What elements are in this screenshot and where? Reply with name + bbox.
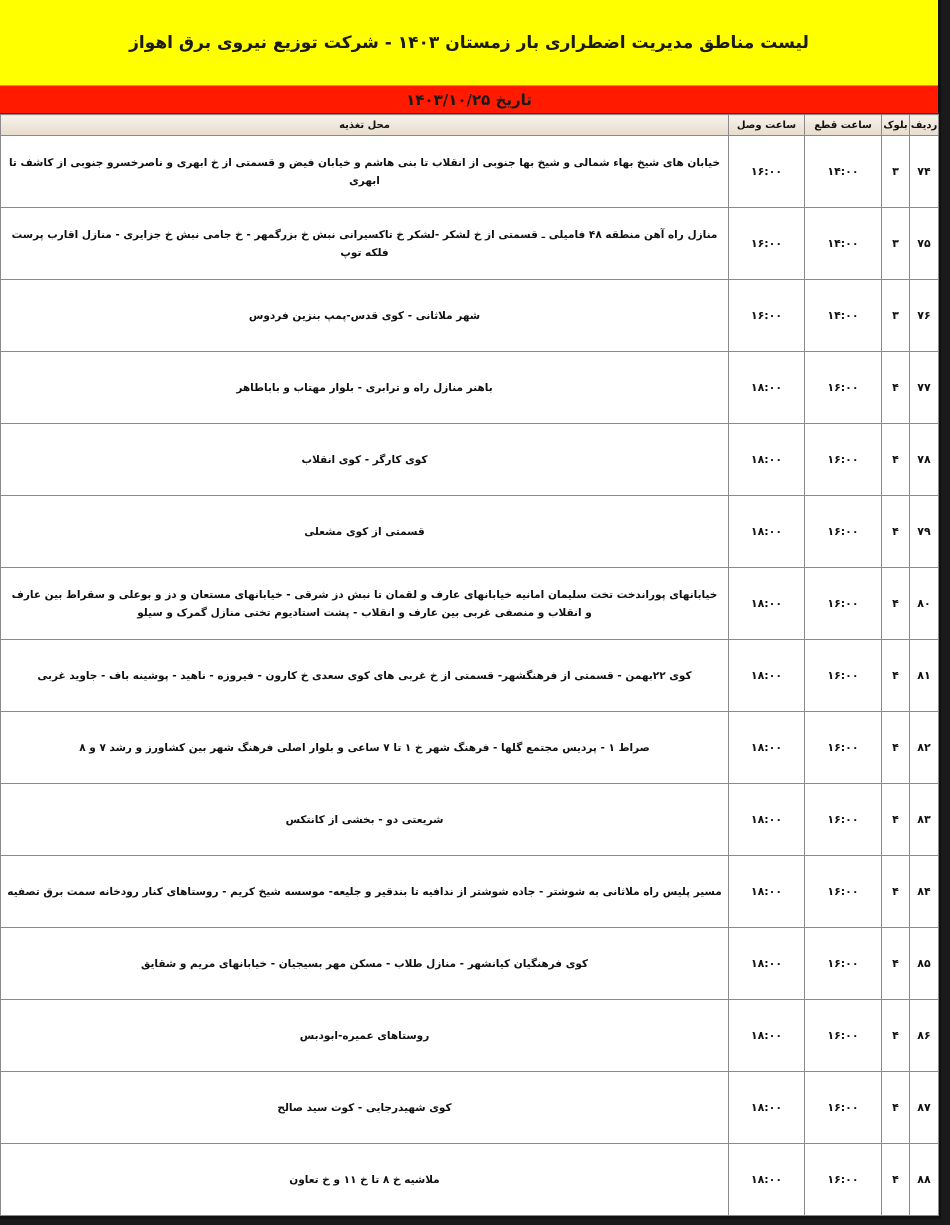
location-cell: ملاشیه خ ۸ تا خ ۱۱ و خ تعاون [1, 1144, 729, 1216]
block-cell: ۴ [882, 568, 910, 640]
connect-time-cell: ۱۸:۰۰ [729, 352, 805, 424]
block-cell: ۴ [882, 1144, 910, 1216]
block-cell: ۴ [882, 352, 910, 424]
location-cell: باهنر منازل راه و ترابری - بلوار مهتاب و باباطاهر [1, 352, 729, 424]
connect-time-cell: ۱۸:۰۰ [729, 856, 805, 928]
col-header-block: بلوک [882, 115, 910, 136]
row-number-cell: ۷۴ [910, 136, 939, 208]
location-cell: مسیر پلیس راه ملاثانی به شوشتر - جاده شوشتر از ندافیه تا بندقیر و جلیعه- موسسه شیخ کریم - روستاهای کنار رودخانه سمت برق تصفیه [1, 856, 729, 928]
connect-time-cell: ۱۸:۰۰ [729, 928, 805, 1000]
col-header-cut-time: ساعت قطع [805, 115, 882, 136]
location-cell: کوی شهیدرجایی - کوت سید صالح [1, 1072, 729, 1144]
table-row [1, 928, 939, 1000]
connect-time-cell: ۱۶:۰۰ [729, 136, 805, 208]
row-number-cell: ۷۸ [910, 424, 939, 496]
row-number-cell: ۸۰ [910, 568, 939, 640]
table-row [1, 424, 939, 496]
table-row [1, 1144, 939, 1216]
table-row [1, 1072, 939, 1144]
block-cell: ۴ [882, 928, 910, 1000]
cut-time-cell: ۱۶:۰۰ [805, 640, 882, 712]
block-cell: ۴ [882, 496, 910, 568]
row-number-cell: ۸۷ [910, 1072, 939, 1144]
table-row [1, 352, 939, 424]
location-cell: کوی کارگر - کوی انقلاب [1, 424, 729, 496]
cut-time-cell: ۱۶:۰۰ [805, 1000, 882, 1072]
cut-time-cell: ۱۴:۰۰ [805, 136, 882, 208]
block-cell: ۳ [882, 136, 910, 208]
row-number-cell: ۸۲ [910, 712, 939, 784]
outage-table [0, 114, 939, 1216]
page-title: لیست مناطق مدیریت اضطراری بار زمستان ۱۴۰۳ - شرکت توزیع نیروی برق اهواز [129, 32, 809, 53]
schedule-date: تاریخ ۱۴۰۳/۱۰/۲۵ [406, 90, 532, 109]
table-row [1, 568, 939, 640]
cut-time-cell: ۱۶:۰۰ [805, 1072, 882, 1144]
cut-time-cell: ۱۶:۰۰ [805, 1144, 882, 1216]
location-cell: قسمتی از کوی مشعلی [1, 496, 729, 568]
table-row [1, 1000, 939, 1072]
block-cell: ۴ [882, 424, 910, 496]
table-row [1, 136, 939, 208]
table-row [1, 280, 939, 352]
cut-time-cell: ۱۶:۰۰ [805, 784, 882, 856]
location-cell: روستاهای عمیره-ابودبس [1, 1000, 729, 1072]
location-cell: شهر ملاثانی - کوی قدس-پمپ بنزین فردوس [1, 280, 729, 352]
title-banner [0, 0, 938, 86]
block-cell: ۴ [882, 712, 910, 784]
location-cell: شریعتی دو - بخشی از کانتکس [1, 784, 729, 856]
date-banner [0, 86, 938, 114]
row-number-cell: ۷۵ [910, 208, 939, 280]
block-cell: ۴ [882, 784, 910, 856]
connect-time-cell: ۱۸:۰۰ [729, 712, 805, 784]
connect-time-cell: ۱۶:۰۰ [729, 280, 805, 352]
location-cell: منازل راه آهن منطقه ۴۸ فامیلی ـ قسمتی از خ لشکر -لشکر خ تاکسیرانی نبش خ بزرگمهر - خ جامی نبش خ جزایری - منازل اقارب پرست فلکه توپ [1, 208, 729, 280]
connect-time-cell: ۱۸:۰۰ [729, 424, 805, 496]
table-row [1, 640, 939, 712]
col-header-connect-time: ساعت وصل [729, 115, 805, 136]
row-number-cell: ۷۶ [910, 280, 939, 352]
cut-time-cell: ۱۴:۰۰ [805, 280, 882, 352]
table-row [1, 784, 939, 856]
table-row [1, 208, 939, 280]
table-row [1, 712, 939, 784]
connect-time-cell: ۱۸:۰۰ [729, 1072, 805, 1144]
row-number-cell: ۷۹ [910, 496, 939, 568]
connect-time-cell: ۱۸:۰۰ [729, 496, 805, 568]
location-cell: خیابانهای پوراندخت تخت سلیمان امانیه خیابانهای عارف و لقمان تا نبش دز شرقی - خیابانهای مستعان و دز و بوعلی و سقراط بین عارف و انقلاب و منصفی غربی بین عارف و انقلاب - پشت استادیوم تختی منازل گمرک و سیلو [1, 568, 729, 640]
block-cell: ۴ [882, 640, 910, 712]
location-cell: صراط ۱ - پردیس مجتمع گلها - فرهنگ شهر خ ۱ تا ۷ ساعی و بلوار اصلی فرهنگ شهر بین کشاورز و رشد ۷ و ۸ [1, 712, 729, 784]
cut-time-cell: ۱۶:۰۰ [805, 352, 882, 424]
connect-time-cell: ۱۸:۰۰ [729, 640, 805, 712]
row-number-cell: ۷۷ [910, 352, 939, 424]
location-cell: کوی فرهنگیان کیانشهر - منازل طلاب - مسکن مهر بسیجیان - خیابانهای مریم و شقایق [1, 928, 729, 1000]
row-number-cell: ۸۸ [910, 1144, 939, 1216]
row-number-cell: ۸۴ [910, 856, 939, 928]
table-row [1, 856, 939, 928]
connect-time-cell: ۱۶:۰۰ [729, 208, 805, 280]
cut-time-cell: ۱۴:۰۰ [805, 208, 882, 280]
connect-time-cell: ۱۸:۰۰ [729, 784, 805, 856]
cut-time-cell: ۱۶:۰۰ [805, 856, 882, 928]
block-cell: ۳ [882, 208, 910, 280]
col-header-location: محل تغذیه [1, 115, 729, 136]
block-cell: ۴ [882, 1000, 910, 1072]
connect-time-cell: ۱۸:۰۰ [729, 568, 805, 640]
block-cell: ۳ [882, 280, 910, 352]
connect-time-cell: ۱۸:۰۰ [729, 1000, 805, 1072]
row-number-cell: ۸۵ [910, 928, 939, 1000]
connect-time-cell: ۱۸:۰۰ [729, 1144, 805, 1216]
table-header-row [1, 115, 939, 136]
row-number-cell: ۸۶ [910, 1000, 939, 1072]
cut-time-cell: ۱۶:۰۰ [805, 928, 882, 1000]
cut-time-cell: ۱۶:۰۰ [805, 712, 882, 784]
block-cell: ۴ [882, 1072, 910, 1144]
cut-time-cell: ۱۶:۰۰ [805, 424, 882, 496]
location-cell: خیابان های شیخ بهاء شمالی و شیخ بها جنوبی از انقلاب تا بنی هاشم و خیابان فیض و قسمتی از خ ابهری و ناصرخسرو جنوبی از کاشف تا ابهری [1, 136, 729, 208]
location-cell: کوی ۲۲بهمن - قسمتی از فرهنگشهر- قسمتی از خ غربی های کوی سعدی خ کارون - فیروزه - ناهید - پوشینه باف - جاوید غربی [1, 640, 729, 712]
col-header-row-no: ردیف [910, 115, 939, 136]
row-number-cell: ۸۳ [910, 784, 939, 856]
cut-time-cell: ۱۶:۰۰ [805, 568, 882, 640]
table-row [1, 496, 939, 568]
cut-time-cell: ۱۶:۰۰ [805, 496, 882, 568]
block-cell: ۴ [882, 856, 910, 928]
row-number-cell: ۸۱ [910, 640, 939, 712]
